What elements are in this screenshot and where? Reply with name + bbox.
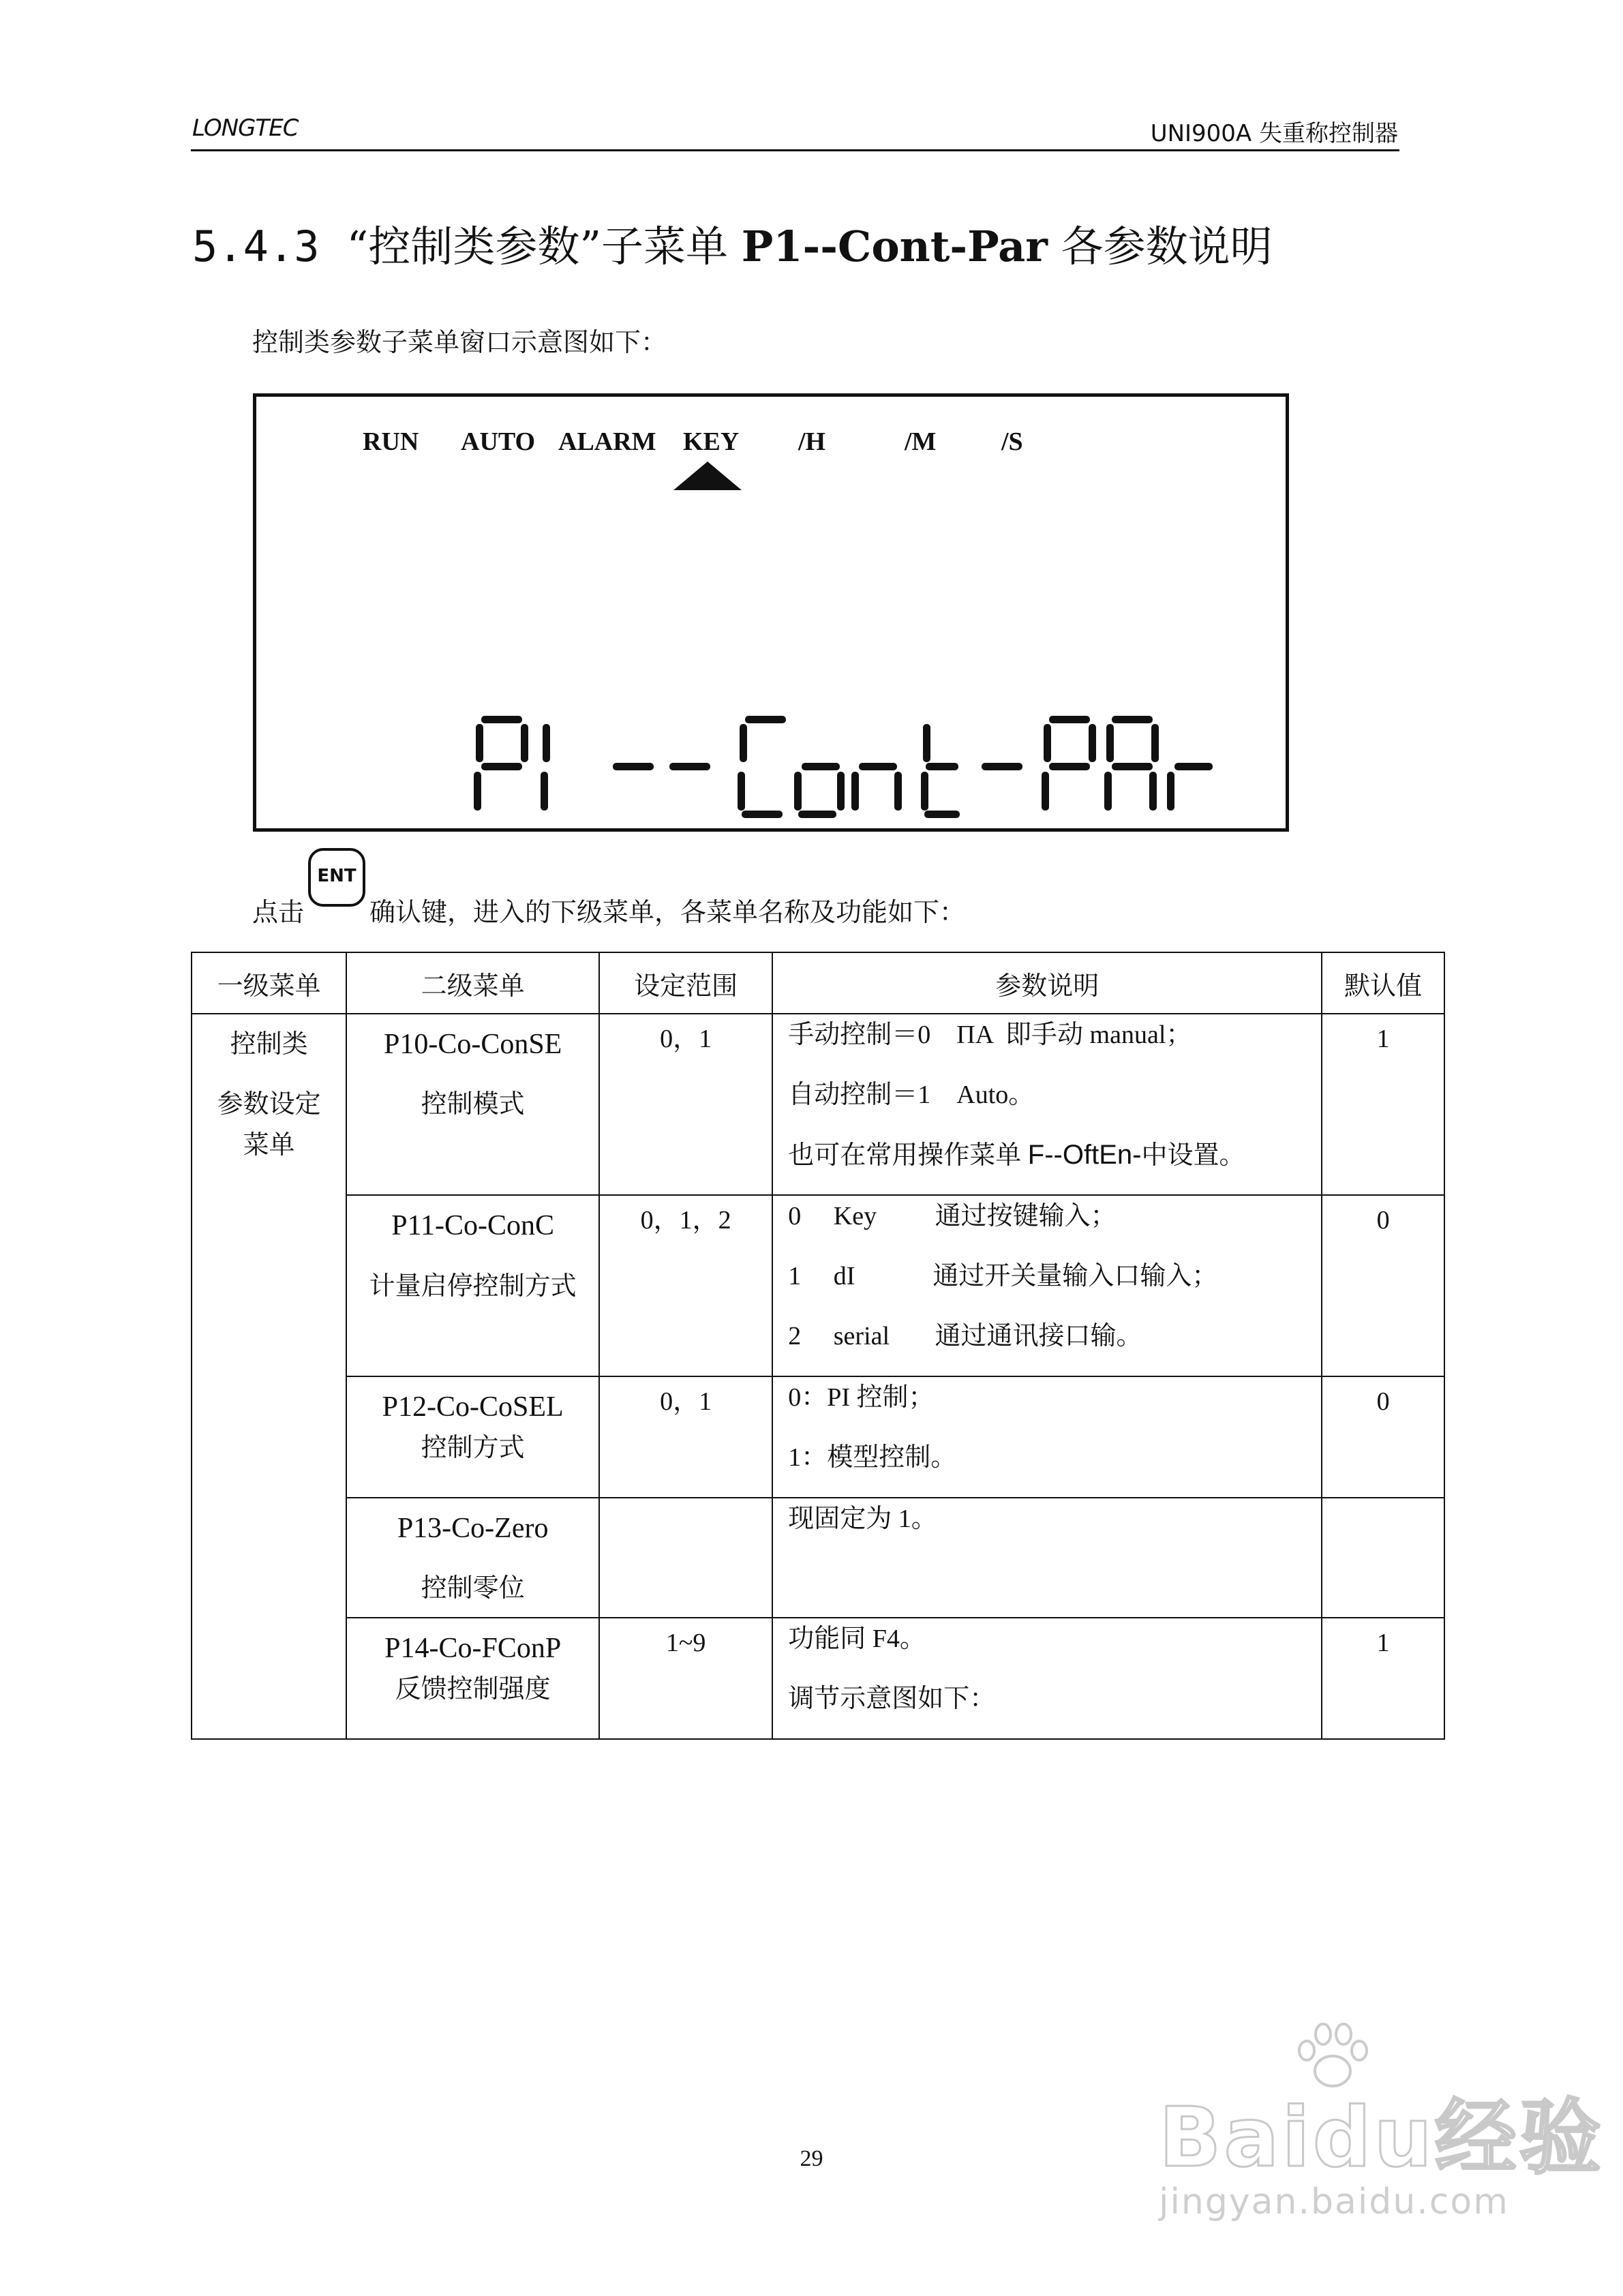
indicator-run: RUN <box>363 427 419 456</box>
desc-line: 1：模型控制。 <box>788 1443 957 1472</box>
code-cell <box>346 1498 599 1618</box>
desc-cell <box>772 1195 1322 1376</box>
indicator-minute: /M <box>905 427 937 456</box>
code-cell <box>346 1195 599 1376</box>
section-number: 5.4.3 <box>192 222 320 271</box>
header-default: 默认值 <box>1322 952 1444 1014</box>
param-name: 控制模式 <box>421 1090 525 1119</box>
ent-instruction-post: 确认键，进入的下级菜单，各菜单名称及功能如下： <box>369 897 966 927</box>
range-cell <box>599 1618 772 1739</box>
table-row <box>192 1618 1444 1739</box>
desc-line <box>788 1134 1321 1194</box>
param-range <box>600 1498 772 1508</box>
param-default: 0 <box>1376 1387 1390 1416</box>
indicator-auto: AUTO <box>461 427 536 456</box>
param-range: 1~9 <box>665 1629 706 1657</box>
desc-line: 1 dI 通过开关量输入口输入； <box>788 1262 1218 1290</box>
header-level1: 一级菜单 <box>192 952 346 1014</box>
code-cell <box>346 1618 599 1739</box>
section-title-code: P1--Cont-Par <box>741 222 1048 271</box>
desc-line: 现固定为 1。 <box>788 1505 937 1533</box>
ent-instruction-pre: 点击 <box>252 897 305 927</box>
parameter-table <box>191 952 1445 1740</box>
header-product: UNI900A 失重称控制器 <box>1150 120 1398 147</box>
table-row <box>192 1498 1444 1618</box>
desc-line-code: F--OftEn- <box>1027 1140 1142 1170</box>
section-title-pre: “控制类参数”子菜单 <box>346 222 742 271</box>
section-title-post: 各参数说明 <box>1047 222 1273 271</box>
group-line: 参数设定 <box>217 1090 321 1119</box>
indicator-second: /S <box>1001 427 1023 456</box>
group-cell <box>192 1014 346 1739</box>
range-cell <box>599 1014 772 1195</box>
header-description: 参数说明 <box>772 952 1322 1014</box>
watermark-url: jingyan.baidu.com <box>1159 2181 1509 2222</box>
desc-line-pre: 也可在常用操作菜单 <box>788 1141 1028 1170</box>
header-level2: 二级菜单 <box>346 952 599 1014</box>
desc-line: 自动控制＝1 Auto。 <box>788 1081 1035 1109</box>
desc-cell <box>772 1498 1322 1618</box>
section-title <box>192 213 1273 273</box>
param-name: 反馈控制强度 <box>395 1675 551 1704</box>
ent-key-icon: ENT <box>308 848 365 907</box>
code-cell <box>346 1376 599 1498</box>
desc-line: 0：PI 控制； <box>788 1383 935 1412</box>
indicator-key: KEY <box>683 427 740 456</box>
param-default: 1 <box>1376 1629 1390 1657</box>
seven-segment-readout <box>256 397 1286 828</box>
desc-line: 功能同 F4。 <box>788 1625 926 1653</box>
param-name: 计量启停控制方式 <box>369 1272 577 1301</box>
group-line: 控制类 <box>230 1030 308 1059</box>
desc-line: 2 serial 通过通讯接口输。 <box>788 1322 1142 1350</box>
param-code: P10-Co-ConSE <box>383 1029 562 1060</box>
indicator-alarm: ALARM <box>558 427 656 456</box>
param-default <box>1322 1498 1444 1508</box>
param-name: 控制方式 <box>421 1434 525 1462</box>
desc-line: 0 Key 通过按键输入； <box>788 1202 1117 1230</box>
param-code: P11-Co-ConC <box>391 1210 555 1241</box>
table-row <box>192 1195 1444 1376</box>
default-cell <box>1322 1014 1444 1195</box>
param-code: P14-Co-FConP <box>384 1633 562 1664</box>
param-code: P13-Co-Zero <box>397 1513 549 1544</box>
watermark-brand: Baidu经验 <box>1159 2091 1604 2186</box>
param-range: 0，1 <box>660 1387 712 1416</box>
ent-instruction <box>252 859 966 927</box>
desc-line-post: 中设置。 <box>1141 1141 1245 1170</box>
page-number: 29 <box>800 2146 823 2171</box>
desc-cell <box>772 1376 1322 1498</box>
table-row <box>192 1376 1444 1498</box>
header-range: 设定范围 <box>599 952 772 1014</box>
range-cell <box>599 1195 772 1376</box>
desc-line: 调节示意图如下： <box>788 1685 996 1713</box>
range-cell <box>599 1376 772 1498</box>
default-cell <box>1322 1498 1444 1618</box>
default-cell <box>1322 1618 1444 1739</box>
header-rule <box>191 149 1399 151</box>
param-code: P12-Co-CoSEL <box>382 1391 564 1423</box>
group-line: 菜单 <box>243 1131 295 1160</box>
param-default: 1 <box>1376 1025 1390 1053</box>
default-cell <box>1322 1376 1444 1498</box>
indicator-hour: /H <box>798 427 826 456</box>
header-brand: LONGTEC <box>192 115 299 142</box>
param-name: 控制零位 <box>421 1574 525 1603</box>
param-default: 0 <box>1376 1206 1390 1235</box>
lcd-display <box>253 393 1289 832</box>
table-header-row <box>192 952 1444 1014</box>
default-cell <box>1322 1195 1444 1376</box>
code-cell <box>346 1014 599 1195</box>
desc-line: 手动控制＝0 ΠA 即手动 manual； <box>788 1021 1192 1049</box>
param-range: 0，1 <box>660 1025 712 1053</box>
desc-cell <box>772 1618 1322 1739</box>
table-row <box>192 1014 1444 1195</box>
param-range: 0，1，2 <box>640 1206 731 1235</box>
intro-text: 控制类参数子菜单窗口示意图如下： <box>252 327 667 357</box>
desc-cell <box>772 1014 1322 1195</box>
range-cell <box>599 1498 772 1618</box>
